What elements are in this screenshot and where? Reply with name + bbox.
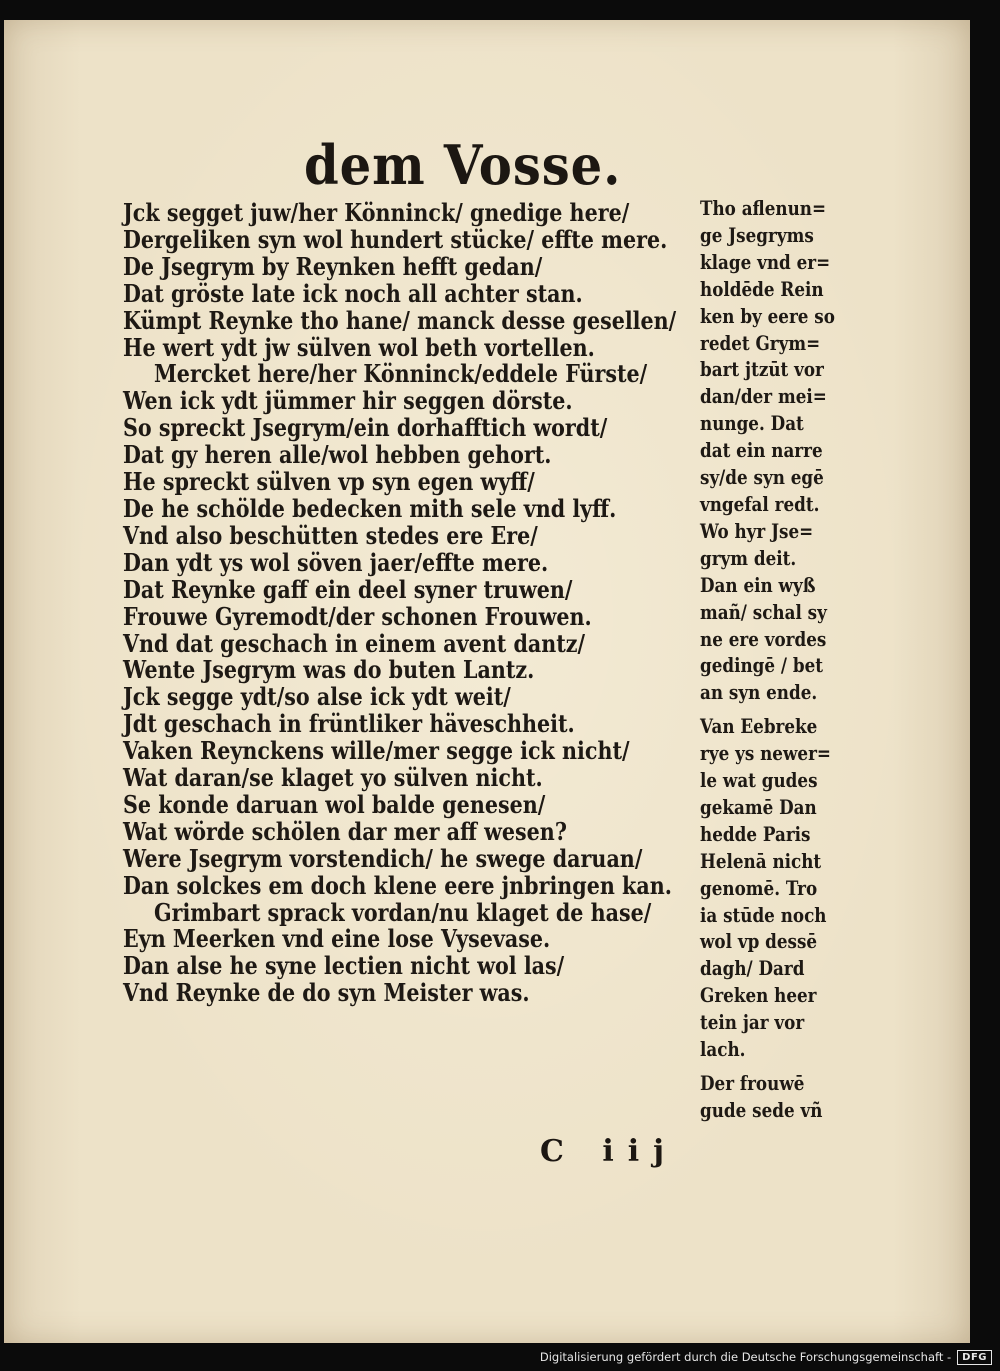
text-line: Vnd also beschütten stedes ere Ere/ [123, 520, 538, 550]
text-line: Jdt geschach in früntliker häveschheit. [123, 709, 575, 739]
marginal-line: genomē. Tro [700, 876, 818, 900]
text-line: Wat daran/se klaget yo sülven nicht. [123, 763, 543, 793]
marginal-line: bart jtzūt vor [700, 358, 824, 382]
marginal-line: hedde Paris [700, 822, 811, 846]
text-line: Vnd dat geschach in einem avent dantz/ [123, 628, 586, 658]
marginal-line: vngefal redt. [700, 492, 820, 516]
marginal-line: Wo hyr Jse= [700, 519, 814, 543]
marginal-line: Greken heer [700, 984, 817, 1008]
text-line: Dan solckes em doch klene eere jnbringen kan. [123, 870, 672, 900]
text-line: De he schölde bedecken mith sele vnd lyff. [123, 493, 617, 523]
text-line: Wen ick ydt jümmer hir seggen dörste. [123, 386, 573, 416]
book-page [4, 20, 970, 1343]
text-line: He wert ydt jw sülven wol beth vortellen. [123, 332, 595, 362]
text-line: Frouwe Gyremodt/der schonen Frouwen. [123, 601, 592, 631]
marginal-line: nunge. Dat [700, 412, 804, 436]
marginal-line: dan/der mei= [700, 385, 827, 409]
marginal-line: lach. [700, 1038, 746, 1062]
marginal-line: redet Grym= [700, 331, 821, 355]
marginal-line: le wat gudes [700, 769, 818, 793]
text-line: Vnd Reynke de do syn Meister was. [123, 978, 530, 1008]
marginal-line: ken by eere so [700, 304, 835, 328]
text-line: Dat gröste late ick noch all achter stan. [123, 278, 583, 308]
text-line: Wente Jsegrym was do buten Lantz. [123, 655, 535, 685]
marginal-line: Van Eebreke [700, 715, 818, 739]
marginal-line: mañ/ schal sy [700, 600, 827, 624]
marginal-notes [700, 196, 860, 1132]
marginal-line: Der frouwē [700, 1072, 805, 1095]
marginal-note [700, 196, 860, 707]
marginal-line: gedingē / bet [700, 654, 824, 678]
marginal-line: sy/de syn egē [700, 466, 824, 490]
marginal-note [700, 714, 860, 1064]
text-line: Kümpt Reynke tho hane/ manck desse gesellen/ [123, 305, 677, 335]
text-line: Dat gy heren alle/wol hebben gehort. [123, 440, 552, 470]
marginal-line: an syn ende. [700, 681, 818, 705]
main-text-block [123, 200, 683, 1007]
text-line: Jck segget juw/her Könninck/ gnedige here/ [123, 198, 630, 227]
marginal-line: rye ys newer= [700, 742, 831, 766]
marginal-line: ge Jsegryms [700, 223, 814, 247]
text-line: He spreckt sülven vp syn egen wyff/ [123, 467, 535, 497]
text-line: Wat wörde schölen dar mer aff wesen? [123, 816, 567, 846]
text-line: Dergeliken syn wol hundert stücke/ effte mere. [123, 224, 668, 254]
text-line: Jck segge ydt/so alse ick ydt weit/ [123, 682, 511, 712]
marginal-line: klage vnd er= [700, 250, 831, 274]
text-line: Dan alse he syne lectien nicht wol las/ [123, 951, 565, 981]
marginal-line: dat ein narre [700, 439, 823, 463]
marginal-line: holdēde Rein [700, 277, 824, 301]
text-line: Mercket here/her Könninck/eddele Fürste/ [153, 359, 648, 389]
dfg-logo: DFG [957, 1350, 992, 1365]
marginal-line: dagh/ Dard [700, 957, 805, 981]
marginal-line: gekamē Dan [700, 795, 817, 819]
text-line: Eyn Meerken vnd eine lose Vysevase. [123, 924, 551, 954]
marginal-line: Dan ein wyß [700, 573, 816, 597]
marginal-note [700, 1071, 860, 1125]
text-line: Dan ydt ys wol söven jaer/effte mere. [123, 547, 549, 577]
marginal-line: tein jar vor [700, 1011, 805, 1035]
text-line: Dat Reynke gaff ein deel syner truwen/ [123, 574, 573, 604]
marginal-line: Tho aflenun= [700, 197, 827, 220]
marginal-line: Helenā nicht [700, 849, 822, 873]
text-line: So spreckt Jsegrym/ein dorhafftich wordt/ [123, 413, 608, 443]
signature-mark: C iij [540, 1134, 678, 1169]
text-line: Vaken Reynckens wille/mer segge ick nicht/ [123, 736, 630, 766]
marginal-line: ne ere vordes [700, 627, 827, 651]
text-line: De Jsegrym by Reynken hefft gedan/ [123, 251, 543, 281]
marginal-line: wol vp dessē [700, 930, 818, 954]
marginal-line: grym deit. [700, 546, 797, 570]
marginal-line: gude sede vñ [700, 1098, 823, 1122]
marginal-line: ia stūde noch [700, 903, 827, 927]
footer-credit [540, 1345, 992, 1369]
text-line: Se konde daruan wol balde genesen/ [123, 789, 546, 819]
text-line: Were Jsegrym vorstendich/ he swege daruan/ [123, 843, 643, 873]
page-heading: dem Vosse. [304, 133, 622, 197]
text-line: Grimbart sprack vordan/nu klaget de hase/ [153, 897, 652, 927]
funding-credit-text: Digitalisierung gefördert durch die Deutsche Forschungsgemeinschaft - [539, 1350, 952, 1364]
